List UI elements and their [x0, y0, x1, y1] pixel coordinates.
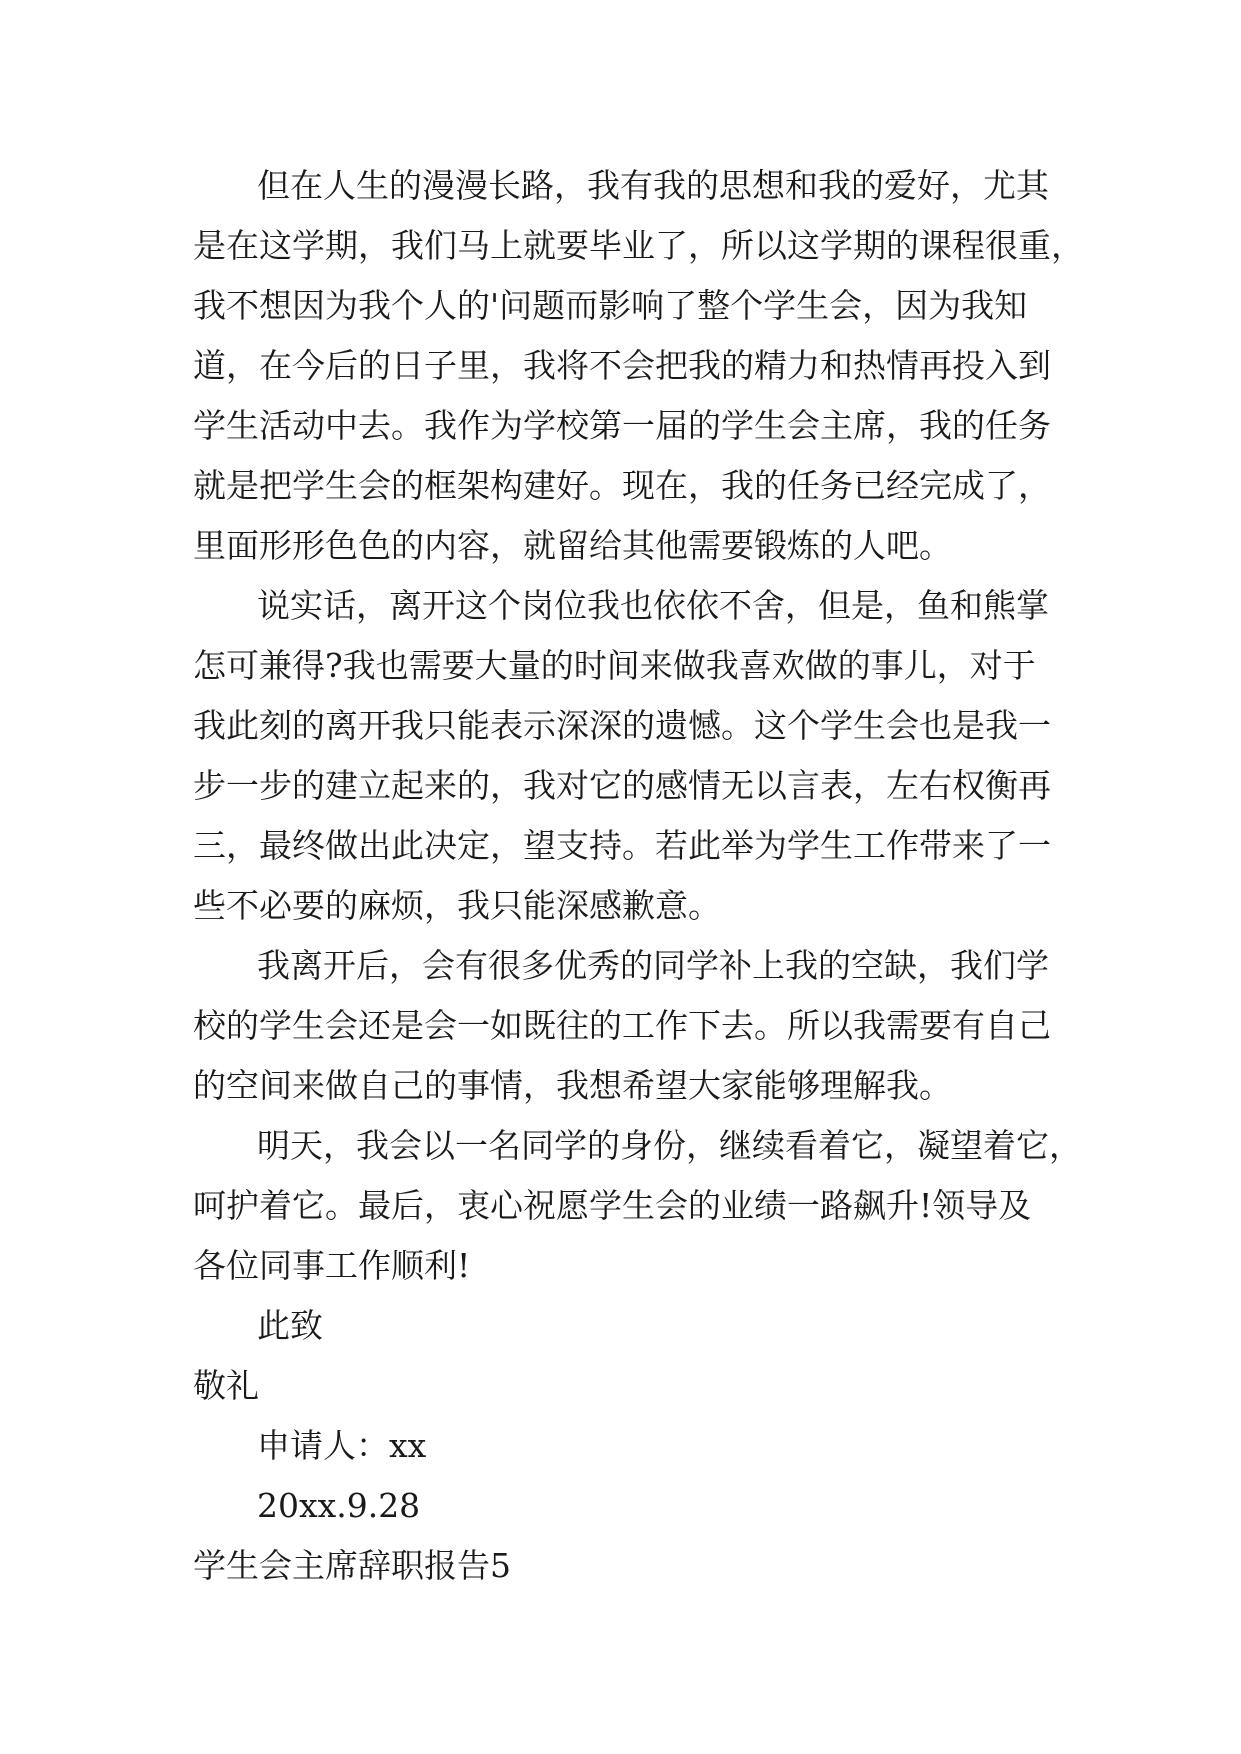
paragraph-2-line-5: 三，最终做出此决定，望支持。若此举为学生工作带来了一 [193, 826, 1051, 865]
signature-date: 20xx.9.28 [257, 1486, 421, 1525]
paragraph-4-line-2: 呵护着它。最后，衷心祝愿学生会的业绩一路飙升!领导及 [193, 1186, 1032, 1225]
paragraph-1-line-4: 道，在今后的日子里，我将不会把我的精力和热情再投入到 [193, 346, 1051, 385]
applicant-signature: 申请人：xx [257, 1426, 427, 1465]
paragraph-1-line-2: 是在这学期，我们马上就要毕业了，所以这学期的课程很重， [193, 226, 1084, 265]
paragraph-3-line-3: 的空间来做自己的事情，我想希望大家能够理解我。 [193, 1066, 952, 1105]
closing-jingli: 敬礼 [193, 1366, 259, 1405]
paragraph-4-line-1: 明天，我会以一名同学的身份，继续看着它，凝望着它， [257, 1126, 1082, 1165]
paragraph-2-line-4: 步一步的建立起来的，我对它的感情无以言表，左右权衡再 [193, 766, 1051, 805]
paragraph-3-line-1: 我离开后，会有很多优秀的同学补上我的空缺，我们学 [257, 946, 1049, 985]
paragraph-2-line-6: 些不必要的麻烦，我只能深感歉意。 [193, 886, 721, 925]
paragraph-2-line-1: 说实话，离开这个岗位我也依依不舍，但是，鱼和熊掌 [257, 586, 1049, 625]
paragraph-1-line-6: 就是把学生会的框架构建好。现在，我的任务已经完成了， [193, 466, 1051, 505]
paragraph-2-line-2: 怎可兼得?我也需要大量的时间来做我喜欢做的事儿，对于 [193, 646, 1036, 685]
paragraph-1-line-3: 我不想因为我个人的'问题而影响了整个学生会，因为我知 [193, 286, 1028, 325]
paragraph-2-line-3: 我此刻的离开我只能表示深深的遗憾。这个学生会也是我一 [193, 706, 1051, 745]
paragraph-1-line-5: 学生活动中去。我作为学校第一届的学生会主席，我的任务 [193, 406, 1051, 445]
paragraph-3-line-2: 校的学生会还是会一如既往的工作下去。所以我需要有自己 [193, 1006, 1051, 1045]
paragraph-1-line-1: 但在人生的漫漫长路，我有我的思想和我的爱好，尤其 [257, 166, 1049, 205]
paragraph-4-line-3: 各位同事工作顺利! [193, 1246, 471, 1285]
closing-cizhi: 此致 [257, 1306, 323, 1345]
next-section-title: 学生会主席辞职报告5 [193, 1546, 511, 1585]
paragraph-1-line-7: 里面形形色色的内容，就留给其他需要锻炼的人吧。 [193, 526, 952, 565]
